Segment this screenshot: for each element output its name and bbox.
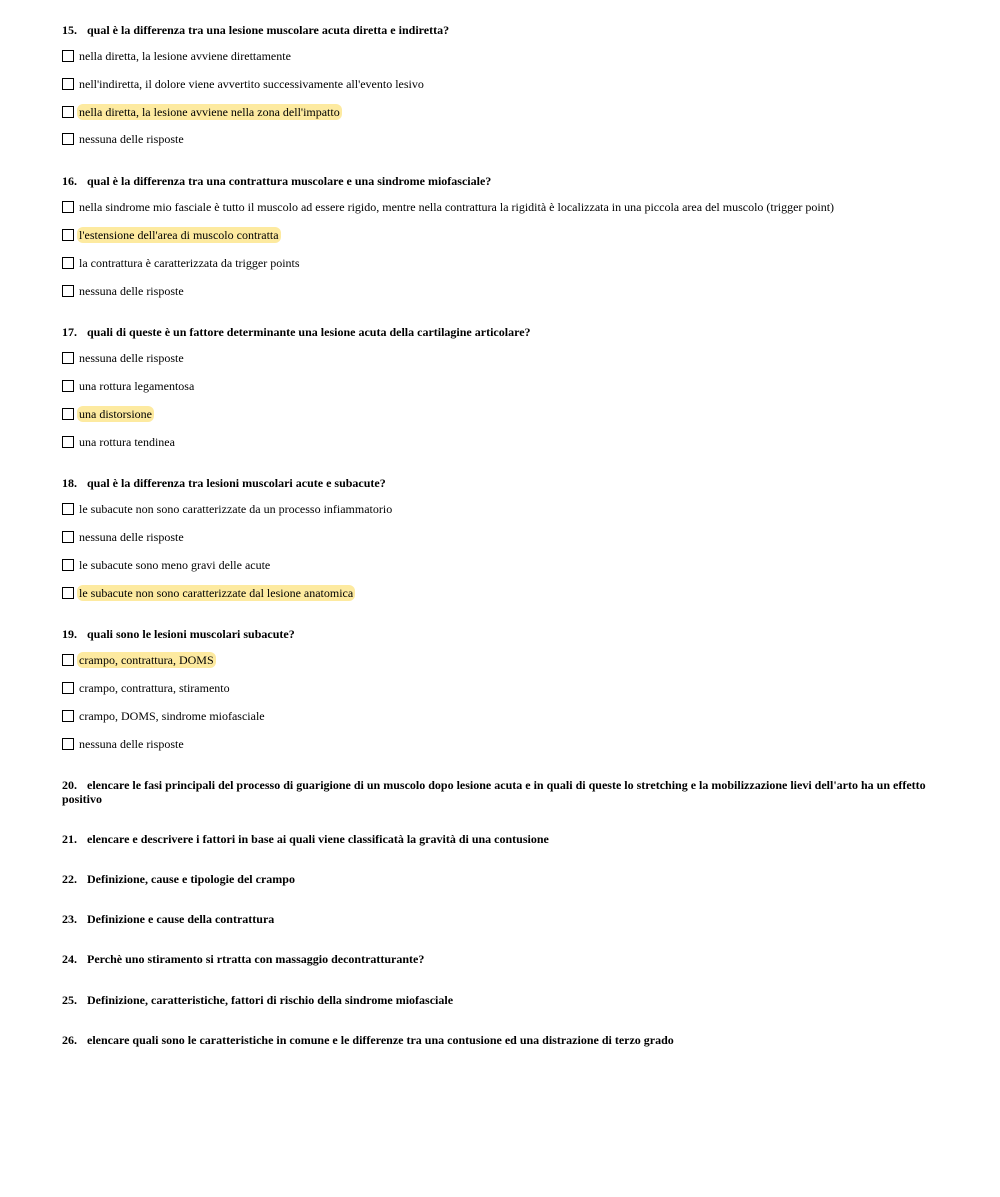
question-number: 18. xyxy=(62,476,77,490)
checkbox[interactable] xyxy=(62,380,74,392)
answer-option-highlighted[interactable] xyxy=(62,406,154,422)
answer-option-highlighted[interactable] xyxy=(62,104,342,120)
answer-text: nella sindrome mio fasciale è tutto il muscolo ad essere rigido, mentre nella contrattura la rigidità è localizzata in una piccola area del muscolo (trigger point) xyxy=(79,200,835,214)
question-text: elencare le fasi principali del processo di guarigione di un muscolo dopo lesione acuta e in quali di queste lo stretching e la mobilizzazione lievi dell'arto ha un effetto positivo xyxy=(62,778,926,806)
checkbox[interactable] xyxy=(62,285,74,297)
answer-option[interactable] xyxy=(62,199,836,215)
answer-option[interactable] xyxy=(62,529,186,545)
answer-text-highlighted: una distorsione xyxy=(79,407,152,421)
checkbox[interactable] xyxy=(62,436,74,448)
question-title xyxy=(62,23,449,37)
checkbox[interactable] xyxy=(62,133,74,145)
checkbox[interactable] xyxy=(62,78,74,90)
checkbox[interactable] xyxy=(62,738,74,750)
question-number: 26. xyxy=(62,1033,77,1047)
question-number: 22. xyxy=(62,872,77,886)
open-question-title xyxy=(62,1033,674,1047)
open-question-title xyxy=(62,912,274,926)
question-title xyxy=(62,325,531,339)
answer-option[interactable] xyxy=(62,350,186,366)
question-number: 21. xyxy=(62,832,77,846)
question-title xyxy=(62,174,491,188)
answer-text-highlighted: nella diretta, la lesione avviene nella zona dell'impatto xyxy=(79,105,340,119)
answer-text: nessuna delle risposte xyxy=(79,132,184,146)
checkbox[interactable] xyxy=(62,50,74,62)
question-text: Definizione, caratteristiche, fattori di rischio della sindrome miofasciale xyxy=(87,993,454,1007)
answer-option-highlighted[interactable] xyxy=(62,652,216,668)
open-question-title xyxy=(62,993,453,1007)
open-question-title xyxy=(62,952,424,966)
question-number: 23. xyxy=(62,912,77,926)
question-text: Perchè uno stiramento si rtratta con massaggio decontratturante? xyxy=(87,952,425,966)
open-question-title xyxy=(62,832,549,846)
question-text: qual è la differenza tra una contrattura muscolare e una sindrome miofasciale? xyxy=(87,174,492,188)
answer-option[interactable] xyxy=(62,255,302,271)
answer-text: crampo, DOMS, sindrome miofasciale xyxy=(79,709,265,723)
checkbox[interactable] xyxy=(62,559,74,571)
checkbox[interactable] xyxy=(62,106,74,118)
answer-option[interactable] xyxy=(62,501,394,517)
checkbox[interactable] xyxy=(62,654,74,666)
answer-option[interactable] xyxy=(62,557,272,573)
question-number: 25. xyxy=(62,993,77,1007)
answer-text-highlighted: crampo, contrattura, DOMS xyxy=(79,653,214,667)
answer-option-highlighted[interactable] xyxy=(62,227,281,243)
checkbox[interactable] xyxy=(62,587,74,599)
question-title xyxy=(62,627,295,641)
question-text: elencare quali sono le caratteristiche in comune e le differenze tra una contusione ed una distrazione di terzo grado xyxy=(87,1033,674,1047)
question-text: qual è la differenza tra lesioni muscolari acute e subacute? xyxy=(87,476,386,490)
checkbox[interactable] xyxy=(62,531,74,543)
question-title xyxy=(62,476,386,490)
question-text: quali di queste è un fattore determinante una lesione acuta della cartilagine articolare? xyxy=(87,325,531,339)
answer-option[interactable] xyxy=(62,283,186,299)
answer-text: crampo, contrattura, stiramento xyxy=(79,681,230,695)
answer-text: nessuna delle risposte xyxy=(79,284,184,298)
question-text: qual è la differenza tra una lesione muscolare acuta diretta e indiretta? xyxy=(87,23,450,37)
checkbox[interactable] xyxy=(62,201,74,213)
checkbox[interactable] xyxy=(62,710,74,722)
question-number: 16. xyxy=(62,174,77,188)
question-text: Definizione, cause e tipologie del crampo xyxy=(87,872,295,886)
answer-option[interactable] xyxy=(62,680,232,696)
answer-text: le subacute sono meno gravi delle acute xyxy=(79,558,271,572)
answer-option[interactable] xyxy=(62,434,177,450)
checkbox[interactable] xyxy=(62,229,74,241)
answer-text: nessuna delle risposte xyxy=(79,530,184,544)
question-text: Definizione e cause della contrattura xyxy=(87,912,275,926)
question-number: 17. xyxy=(62,325,77,339)
answer-text: nessuna delle risposte xyxy=(79,351,184,365)
question-number: 15. xyxy=(62,23,77,37)
answer-option[interactable] xyxy=(62,708,267,724)
answer-text: nessuna delle risposte xyxy=(79,737,184,751)
answer-text: le subacute non sono caratterizzate da un processo infiammatorio xyxy=(79,502,393,516)
answer-text: la contrattura è caratterizzata da trigger points xyxy=(79,256,300,270)
checkbox[interactable] xyxy=(62,408,74,420)
checkbox[interactable] xyxy=(62,682,74,694)
answer-option[interactable] xyxy=(62,378,196,394)
answer-text: una rottura tendinea xyxy=(79,435,175,449)
question-number: 19. xyxy=(62,627,77,641)
checkbox[interactable] xyxy=(62,352,74,364)
answer-option[interactable] xyxy=(62,48,293,64)
checkbox[interactable] xyxy=(62,257,74,269)
answer-text: una rottura legamentosa xyxy=(79,379,195,393)
open-question-title xyxy=(62,778,942,806)
answer-option-highlighted[interactable] xyxy=(62,585,355,601)
question-text: quali sono le lesioni muscolari subacute? xyxy=(87,627,295,641)
answer-text-highlighted: le subacute non sono caratterizzate dal lesione anatomica xyxy=(79,586,354,600)
open-question-title xyxy=(62,872,295,886)
answer-text: nella diretta, la lesione avviene direttamente xyxy=(79,49,291,63)
answer-option[interactable] xyxy=(62,736,186,752)
answer-option[interactable] xyxy=(62,76,426,92)
question-number: 20. xyxy=(62,778,77,792)
answer-text: nell'indiretta, il dolore viene avvertito successivamente all'evento lesivo xyxy=(79,77,424,91)
question-text: elencare e descrivere i fattori in base ai quali viene classificatà la gravità di una contusione xyxy=(87,832,549,846)
checkbox[interactable] xyxy=(62,503,74,515)
question-number: 24. xyxy=(62,952,77,966)
answer-option[interactable] xyxy=(62,131,186,147)
answer-text-highlighted: l'estensione dell'area di muscolo contratta xyxy=(79,228,279,242)
